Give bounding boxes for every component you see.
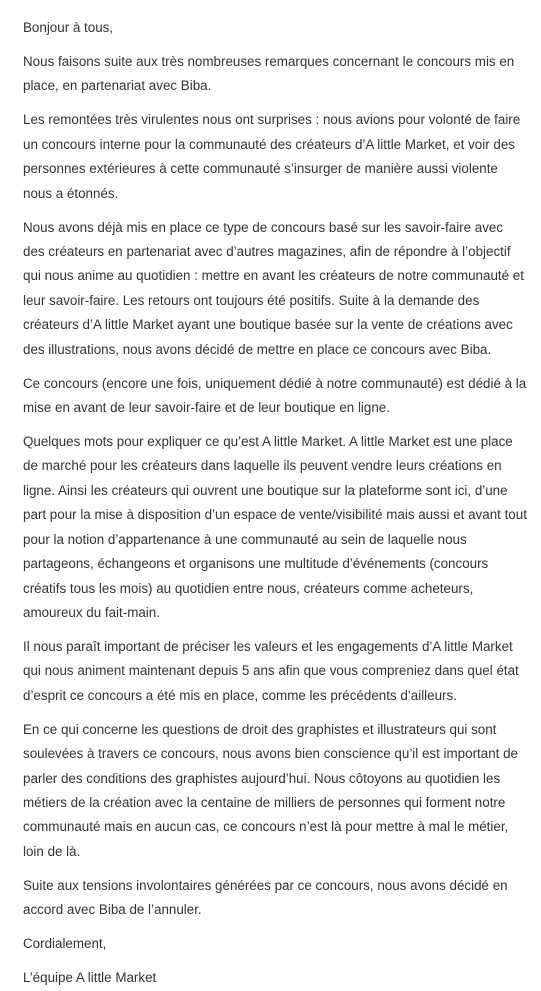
letter-paragraph: Nous faisons suite aux très nombreuses remarques concernant le concours mis en place, en partenariat avec Biba. [23, 54, 515, 94]
letter-paragraph: Les remontées très virulentes nous ont surprises : nous avions pour volonté de faire un concours interne pour la communauté des créateurs d’A little Market, et voir des personnes extérieures à cette communauté s’insurger de manière aussi violente nous a étonnés. [23, 112, 521, 201]
letter-paragraph: Nous avons déjà mis en place ce type de concours basé sur les savoir-faire avec des créateurs en partenariat avec d’autres magazines, afin de répondre à l’objectif qui nous anime au quotidien : mettre en avant les créateurs de notre communauté et leur savoir-faire. Les retours ont toujours été positifs. Suite à la demande des créateurs d’A little Market ayant une boutique basée sur la vente de créations avec des illustrations, nous avons décidé de mettre en place ce concours avec Biba. [23, 219, 524, 357]
letter-greeting: Bonjour à tous, [23, 20, 114, 35]
letter-paragraph: Quelques mots pour expliquer ce qu’est A little Market. A little Market est une place de marché pour les créateurs dans laquelle ils peuvent vendre leurs créations en ligne. Ainsi les créateurs qui ouvrent une boutique sur la plateforme sont ici, d’une part pour la mise à disposition d’un espace de vente/visibilité mais aussi et avant tout pour la notion d’appartenance à une communauté au sein de laquelle nous partageons, échangeons et organisons une multitude d’événements (concours créatifs tous les mois) au quotidien entre nous, créateurs comme acheteurs, amoureux du fait-main. [23, 434, 527, 620]
letter-paragraph: Suite aux tensions involontaires générées par ce concours, nous avons décidé en accord avec Biba de l’annuler. [23, 877, 508, 918]
letter-paragraph: Il nous paraît important de préciser les valeurs et les engagements d’A little Market qui nous animent maintenant depuis 5 ans afin que vous compreniez dans quel état d’esprit ce concours a été mis en place, comme les précédents d’ailleurs. [23, 638, 519, 703]
letter-closing: Cordialement, [23, 936, 107, 952]
letter-paragraph: En ce qui concerne les questions de droit des graphistes et illustrateurs qui sont soulevées à travers ce concours, nous avons bien conscience qu’il est important de parler des conditions des graphistes aujourd’hui. Nous côtoyons au quotidien les métiers de la création avec la centaine de milliers de personnes qui forment notre communauté mais en aucun cas, ce concours n’est là pour mettre à mal le métier, loin de là. [23, 721, 518, 859]
letter-signature: L’équipe A little Market [23, 970, 157, 986]
letter-paragraph: Ce concours (encore une fois, uniquement dédié à notre communauté) est dédié à la mise en avant de leur savoir-faire et de leur boutique en ligne. [23, 375, 527, 416]
